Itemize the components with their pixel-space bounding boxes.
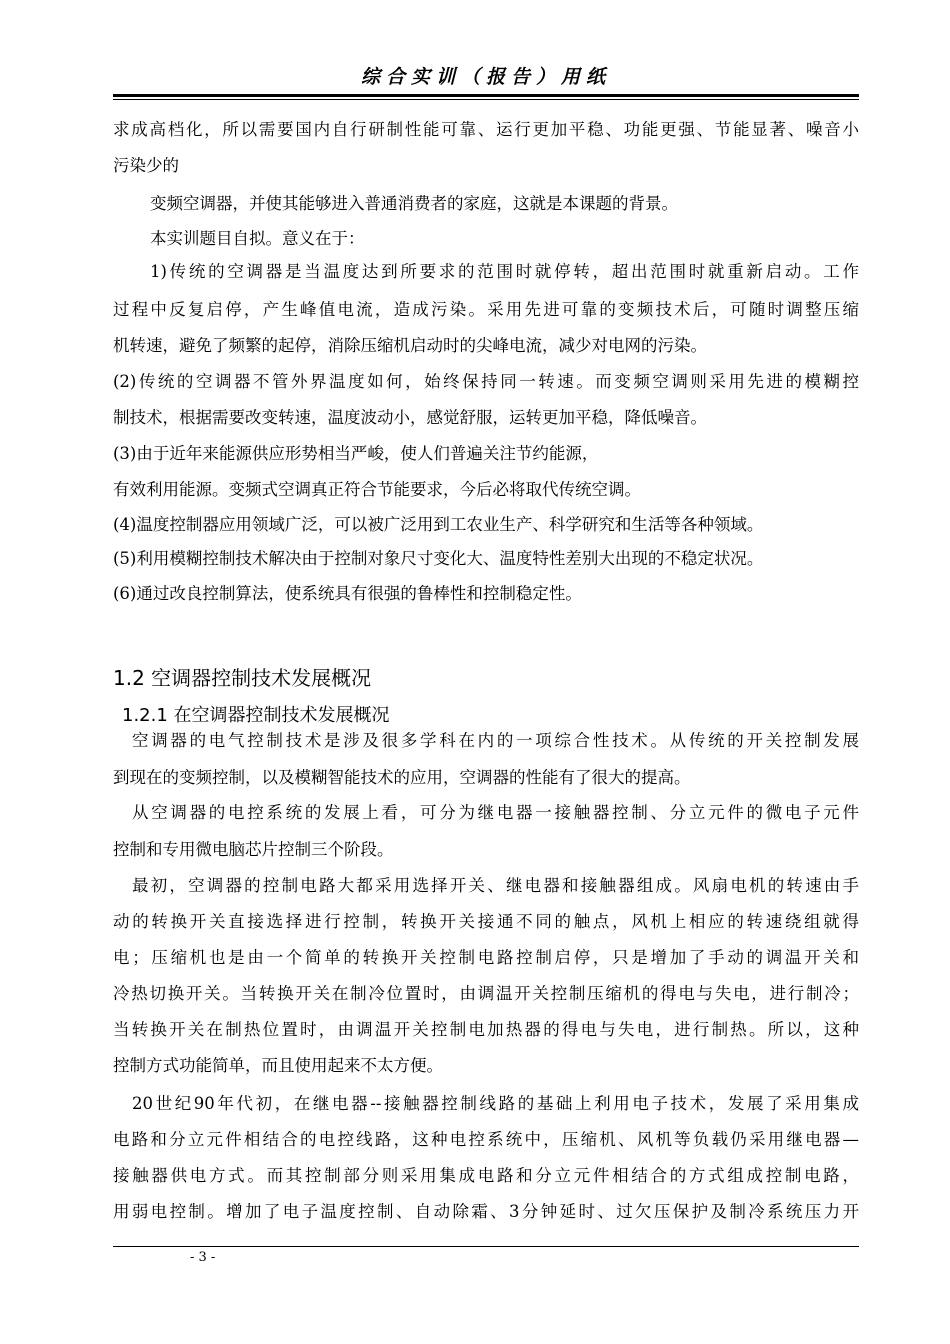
footer-rule xyxy=(113,1246,859,1247)
section-heading: 1.2 空调器控制技术发展概况 xyxy=(113,666,372,690)
body-line: 用弱电控制。增加了电子温度控制、自动除霜、3分钟延时、过欠压保护及制冷系统压力开 xyxy=(113,1202,859,1221)
body-line: 电路和分立元件相结合的电控线路，这种电控系统中，压缩机、风机等负载仍采用继电器— xyxy=(113,1130,859,1149)
paragraph-line: (4)温度控制器应用领域广泛，可以被广泛用到工农业生产、科学研究和生活等各种领域。 xyxy=(113,515,764,534)
body-line: 控制方式功能简单，而且使用起来不太方便。 xyxy=(113,1056,443,1075)
paragraph-line: (6)通过改良控制算法，使系统具有很强的鲁棒性和控制稳定性。 xyxy=(113,584,582,603)
body-line: 控制和专用微电脑芯片控制三个阶段。 xyxy=(113,840,394,859)
body-line: 空调器的电气控制技术是涉及很多学科在内的一项综合性技术。从传统的开关控制发展 xyxy=(132,731,859,750)
body-line: 从空调器的电控系统的发展上看，可分为继电器一接触器控制、分立元件的微电子元件 xyxy=(132,803,859,822)
body-line: 动的转换开关直接选择进行控制，转换开关接通不同的触点，风机上相应的转速绕组就得 xyxy=(113,912,859,931)
paragraph-line: 制技术，根据需要改变转速，温度波动小，感觉舒服，运转更加平稳，降低噪音。 xyxy=(113,408,707,427)
paragraph-line: 污染少的 xyxy=(113,156,179,175)
page-number: - 3 - xyxy=(190,1250,216,1265)
body-line: 最初，空调器的控制电路大都采用选择开关、继电器和接触器组成。风扇电机的转速由手 xyxy=(132,876,859,895)
page-header-title: 综合实训（报告）用纸 xyxy=(360,66,611,88)
header-rule-thin xyxy=(113,99,859,100)
paragraph-line: 过程中反复启停，产生峰值电流，造成污染。采用先进可靠的变频技术后，可随时调整压缩 xyxy=(113,300,859,319)
paragraph-line: 变频空调器，并使其能够进入普通消费者的家庭，这就是本课题的背景。 xyxy=(150,194,678,213)
paragraph-line: 1)传统的空调器是当温度达到所要求的范围时就停转，超出范围时就重新启动。工作 xyxy=(150,262,859,281)
body-line: 电；压缩机也是由一个简单的转换开关控制电路控制启停，只是增加了手动的调温开关和 xyxy=(113,948,859,967)
body-line: 当转换开关在制热位置时，由调温开关控制电加热器的得电与失电，进行制热。所以，这种 xyxy=(113,1020,859,1039)
body-line: 冷热切换开关。当转换开关在制冷位置时，由调温开关控制压缩机的得电与失电，进行制冷； xyxy=(113,984,859,1003)
body-line: 接触器供电方式。而其控制部分则采用集成电路和分立元件相结合的方式组成控制电路， xyxy=(113,1166,859,1185)
paragraph-line: 有效利用能源。变频式空调真正符合节能要求，今后必将取代传统空调。 xyxy=(113,480,641,499)
body-line: 20世纪90年代初，在继电器--接触器控制线路的基础上利用电子技术，发展了采用集成 xyxy=(132,1094,859,1113)
paragraph-line: 求成高档化，所以需要国内自行研制性能可靠、运行更加平稳、功能更强、节能显著、噪音小 xyxy=(113,120,859,139)
paragraph-line: 机转速，避免了频繁的起停，消除压缩机启动时的尖峰电流，减少对电网的污染。 xyxy=(113,336,707,355)
paragraph-line: (3)由于近年来能源供应形势相当严峻，使人们普遍关注节约能源， xyxy=(113,444,599,463)
header-rule-thick xyxy=(113,94,859,97)
paragraph-line: 本实训题目自拟。意义在于： xyxy=(150,229,365,248)
paragraph-line: (5)利用模糊控制技术解决由于控制对象尺寸变化大、温度特性差别大出现的不稳定状况。 xyxy=(113,549,764,568)
body-line: 到现在的变频控制，以及模糊智能技术的应用，空调器的性能有了很大的提高。 xyxy=(113,768,691,787)
paragraph-line: (2)传统的空调器不管外界温度如何，始终保持同一转速。而变频空调则采用先进的模糊控 xyxy=(113,372,859,391)
subsection-heading: 1.2.1 在空调器控制技术发展概况 xyxy=(122,705,390,726)
